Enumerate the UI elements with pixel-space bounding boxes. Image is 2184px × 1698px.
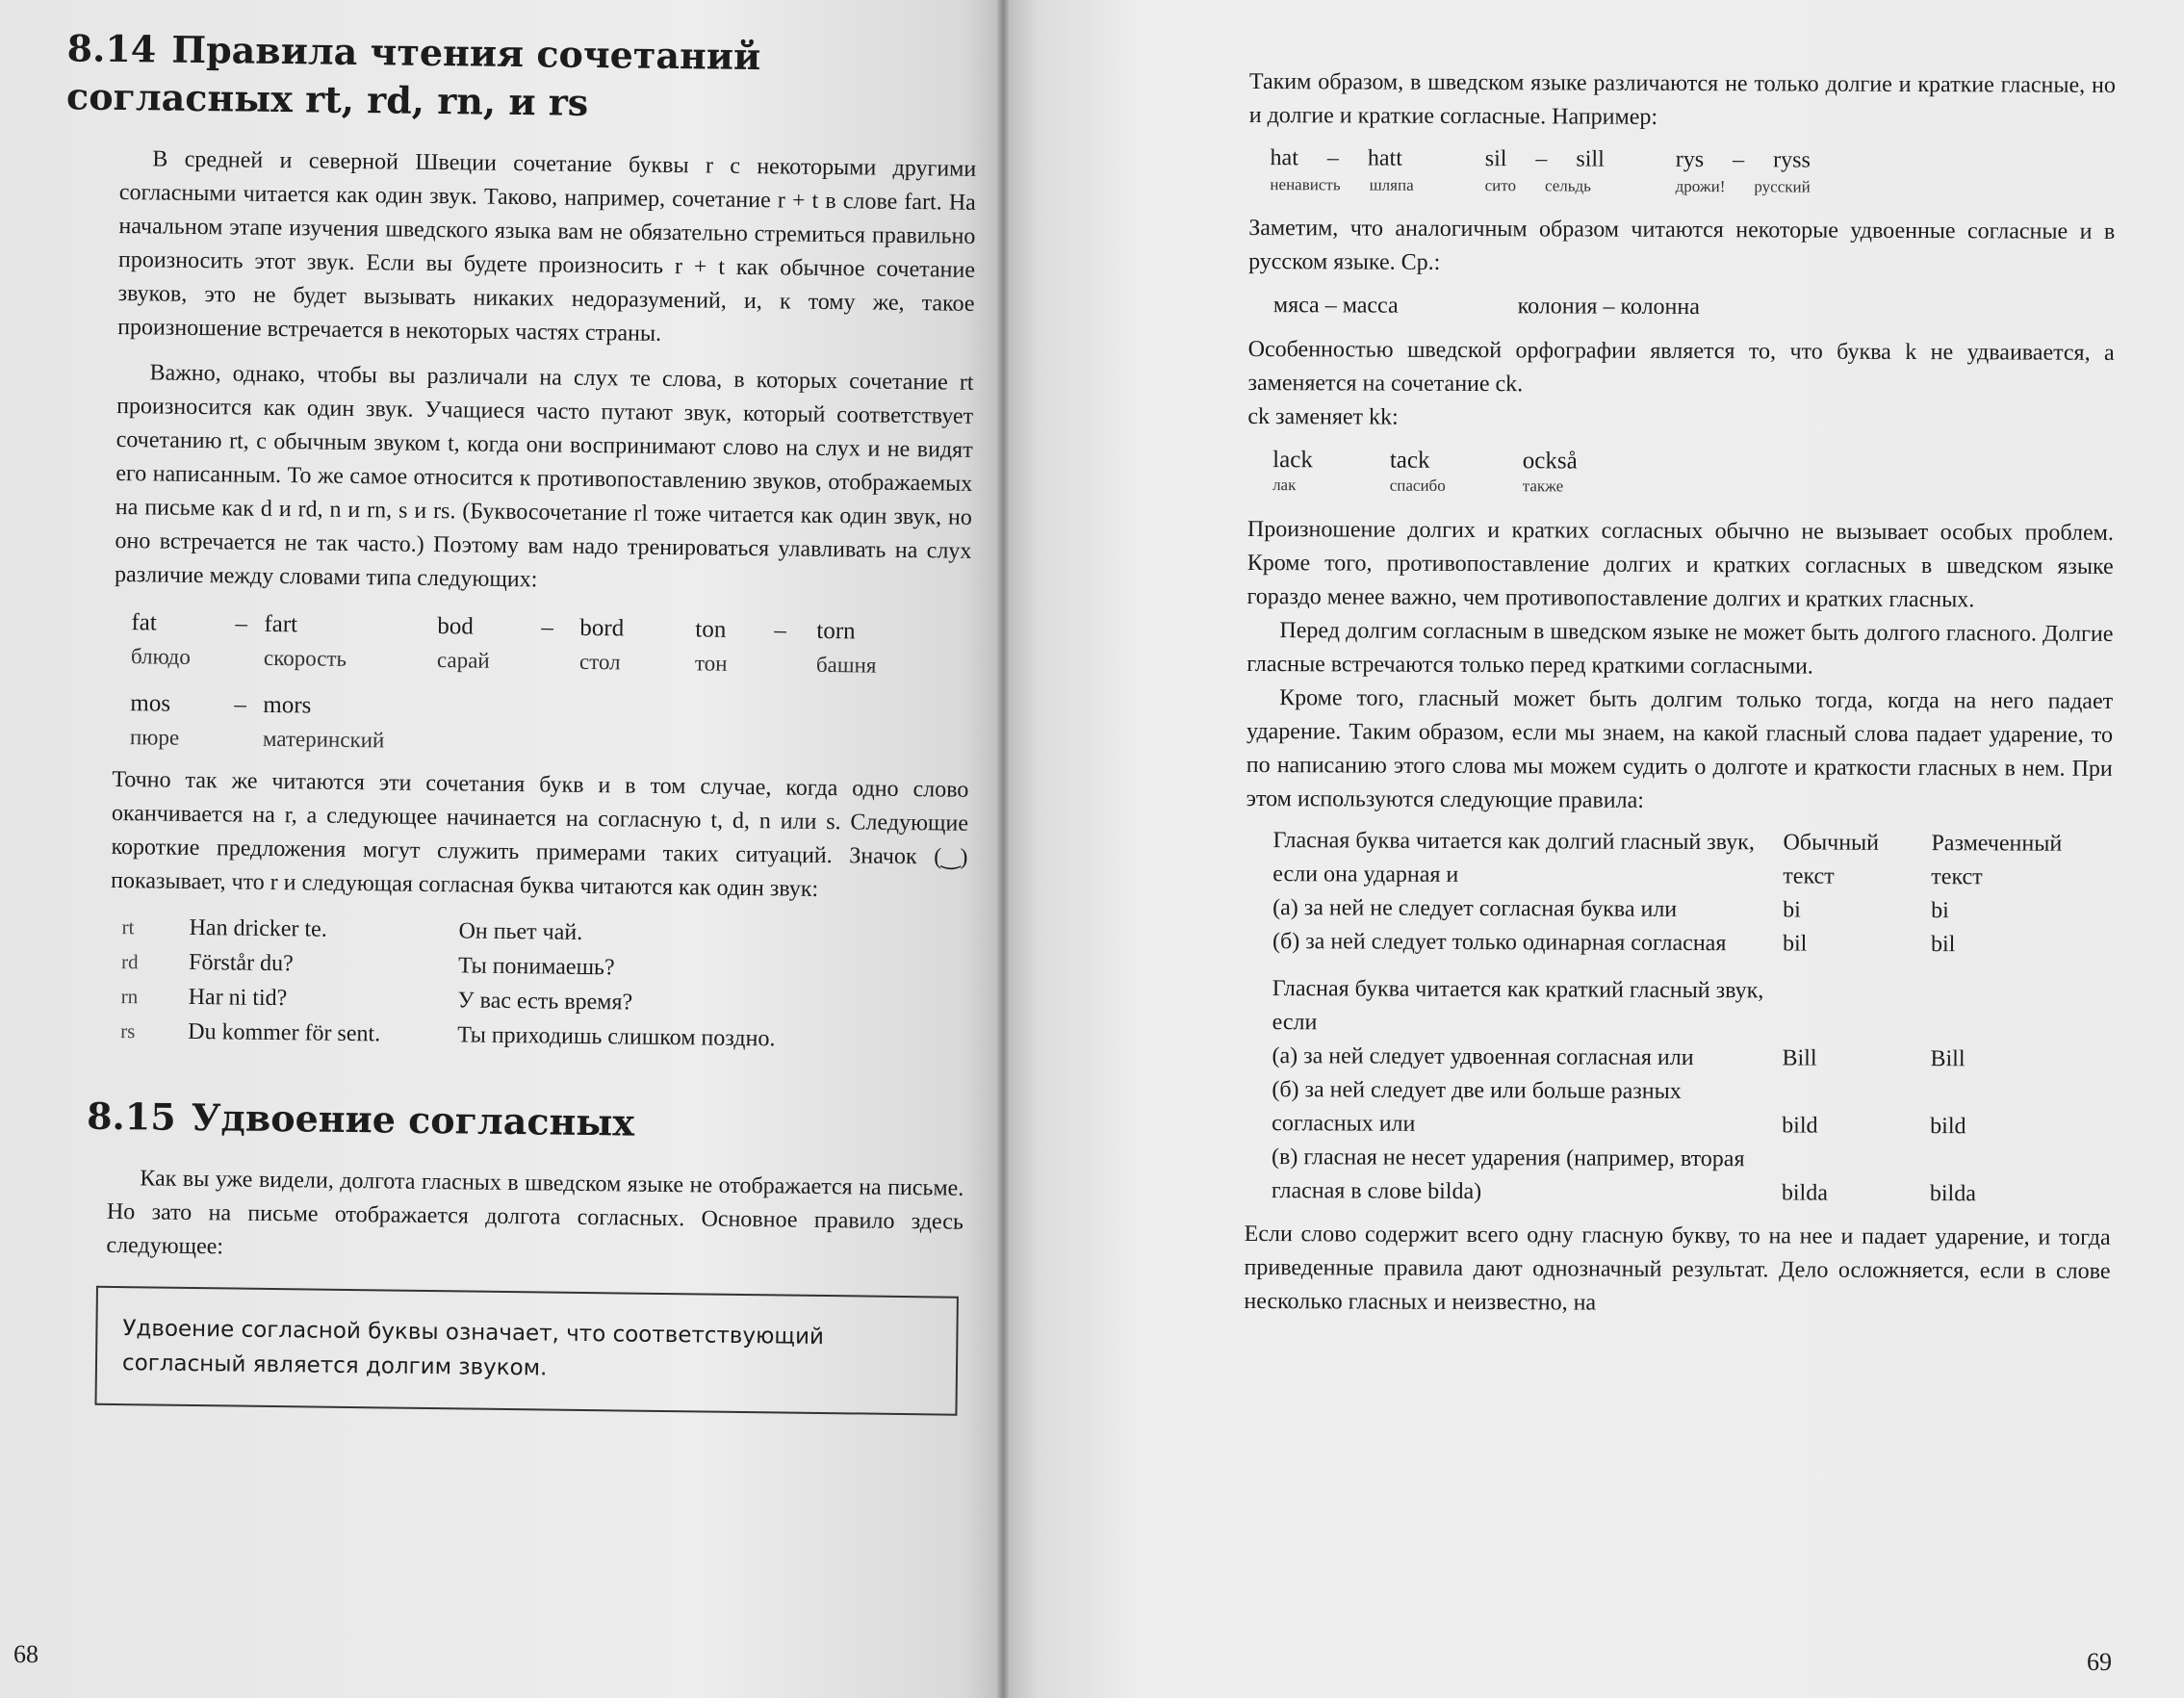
gloss: стол bbox=[578, 649, 621, 675]
paragraph: Точно так же читаются эти сочетания букв и в том случае, когда одно слово оканчивается на r, а следующее начинается на согласную t, d, n или s. Следующие короткие предложения могут служить примерами таких ситуаций. Значок (‿) показывает, что r и следующая согласная буква читаются как один звук: bbox=[110, 766, 969, 902]
rule-box bbox=[94, 1286, 958, 1416]
dash: – bbox=[774, 617, 787, 644]
left-page bbox=[0, 0, 1003, 1698]
gutter-shadow bbox=[997, 0, 1009, 1698]
russian-sentence: Он пьет чай. bbox=[458, 918, 583, 945]
russian-sentence: Ты понимаешь? bbox=[457, 953, 615, 981]
rule-condition: (б) за ней следует только одинарная согласная bbox=[1272, 929, 1727, 957]
gloss: сарай bbox=[436, 648, 490, 673]
word: bord bbox=[579, 614, 625, 642]
gloss: ненависть bbox=[1270, 175, 1341, 194]
word: hat bbox=[1270, 145, 1298, 171]
word: sil bbox=[1484, 146, 1507, 172]
marked-example: Bill bbox=[1930, 1046, 1966, 1072]
swedish-sentence: Har ni tid? bbox=[188, 984, 288, 1012]
word: hatt bbox=[1367, 145, 1402, 171]
word-pair bbox=[1485, 145, 1605, 200]
word: också bbox=[1522, 448, 1578, 475]
gloss: русский bbox=[1754, 177, 1811, 196]
word-pairs-table bbox=[130, 605, 971, 764]
paragraph: Как вы уже видели, долгота гласных в шведском языке не отображается на письме. Но зато на письме отображается долгота согласных. Основное правило здесь следующее: bbox=[106, 1166, 964, 1260]
dash: – bbox=[1535, 146, 1548, 172]
section-number: 8.15 bbox=[86, 1093, 176, 1139]
section-8-15-heading bbox=[87, 1093, 965, 1151]
word: fart bbox=[264, 610, 298, 638]
word: ryss bbox=[1773, 147, 1811, 173]
marked-example: bi bbox=[1931, 898, 1949, 924]
left-column bbox=[65, 25, 977, 1416]
dash: – bbox=[1733, 147, 1745, 173]
word-pair bbox=[1676, 146, 1811, 201]
gloss: пюре bbox=[129, 725, 180, 750]
example-tag: rt bbox=[121, 915, 135, 939]
gloss: сельдь bbox=[1544, 176, 1591, 195]
section-title: Удвоение согласных bbox=[191, 1094, 635, 1145]
example-sentences bbox=[120, 910, 967, 1059]
paragraph: Кроме того, гласный может быть долгим только тогда, когда на него падает ударение. Таким образом, если мы знаем, на какой гласный слова падает ударение, то по написанию этого слова мы можем судить о долготе и краткости гласных в нем. При этом используются следующие правила: bbox=[1246, 685, 2114, 813]
gloss: башня bbox=[815, 652, 877, 678]
vowel-rules-table bbox=[1272, 824, 2113, 1212]
word: rys bbox=[1675, 146, 1705, 173]
gloss: сито bbox=[1484, 176, 1517, 195]
word-pair bbox=[1270, 144, 1413, 199]
marked-example: bil bbox=[1930, 932, 1956, 958]
swedish-sentence: Du kommer för sent. bbox=[188, 1018, 381, 1047]
plain-example: bilda bbox=[1781, 1180, 1828, 1206]
rule-condition: (б) за ней следует две или больше разных согласных или bbox=[1272, 1077, 1682, 1137]
gloss: блюдо bbox=[130, 644, 191, 669]
column-header: Размеченный текст bbox=[1931, 831, 2063, 890]
rule-heading: Гласная буква читается как краткий гласный звук, если bbox=[1272, 976, 1764, 1036]
gloss: дрожи! bbox=[1675, 176, 1726, 196]
word: ton bbox=[695, 616, 727, 643]
section-number: 8.14 bbox=[66, 26, 157, 71]
column-header: Обычный текст bbox=[1783, 830, 1880, 889]
word: torn bbox=[816, 617, 856, 645]
word: tack bbox=[1389, 447, 1430, 474]
plain-example: bil bbox=[1782, 931, 1808, 957]
word: lack bbox=[1272, 447, 1313, 474]
page-number-right: 69 bbox=[2087, 1648, 2112, 1676]
ck-examples bbox=[1272, 448, 2114, 502]
russian-sentence: У вас есть время? bbox=[457, 988, 633, 1016]
swedish-sentence: Förstår du? bbox=[188, 949, 294, 977]
paragraph: Особенностью шведской орфографии является то, что буква k не удваивается, а заменяется на сочетание ck. bbox=[1247, 336, 2115, 398]
right-column bbox=[1244, 65, 2116, 1323]
word: fat bbox=[131, 609, 157, 636]
section-title: Правила чтения сочетаний согласных rt, rd, rn, и rs bbox=[65, 27, 761, 124]
paragraph: В средней и северной Швеции сочетание буквы r с некоторыми другими согласными читается как один звук. Таково, например, сочетание r + t в слове fart. На начальном этапе изучения шведского языка вам не обязательно стремиться правильно произносить этот звук. Если вы будете произносить r + t как обычное сочетание звуков, это не будет вызывать никаких недоразумений, и, к тому же, такое произношение встречается в некоторых частях страны. bbox=[117, 146, 977, 347]
gloss: лак bbox=[1272, 476, 1297, 495]
marked-example: bild bbox=[1930, 1114, 1966, 1140]
russian-pairs bbox=[1273, 289, 2115, 325]
paragraph: Заметим, что аналогичным образом читаются некоторые удвоенные согласные и в русском языке. Ср.: bbox=[1248, 215, 2116, 275]
rule-condition: (а) за ней следует удвоенная согласная или bbox=[1272, 1043, 1694, 1071]
russian-pair: мяса – масса bbox=[1272, 293, 1399, 319]
word: mors bbox=[263, 691, 312, 719]
swedish-sentence: Han dricker te. bbox=[189, 914, 327, 942]
consonant-pairs bbox=[1270, 144, 2115, 202]
paragraph: Если слово содержит всего одну гласную букву, то на нее и падает ударение, и тогда приведенные правила дают однозначный результат. Дело осложняется, если в слове несколько гласных и неизвестно, на bbox=[1244, 1221, 2111, 1316]
russian-pair: колония – колонна bbox=[1517, 294, 1700, 321]
plain-example: bild bbox=[1782, 1113, 1818, 1139]
rule-condition: (в) гласная не несет ударения (например, вторая гласная в слове bilda) bbox=[1271, 1145, 1745, 1205]
rule-text: Удвоение согласной буквы означает, что соответствующий согласный является долгим звуком. bbox=[121, 1316, 825, 1381]
rule-condition: (а) за ней не следует согласная буква или bbox=[1272, 895, 1678, 922]
gloss: тон bbox=[694, 651, 728, 676]
gloss: спасибо bbox=[1389, 476, 1446, 495]
dash: – bbox=[1326, 145, 1339, 171]
gloss: скорость bbox=[263, 645, 347, 671]
example-tag: rd bbox=[120, 950, 139, 974]
word: bod bbox=[437, 613, 475, 640]
plain-example: Bill bbox=[1782, 1045, 1817, 1071]
dash: – bbox=[541, 614, 554, 641]
word: sill bbox=[1576, 146, 1605, 172]
page-number-left: 68 bbox=[13, 1640, 39, 1668]
example-tag: rn bbox=[120, 985, 139, 1009]
gloss: шляпа bbox=[1369, 175, 1414, 194]
gloss: также bbox=[1522, 476, 1564, 496]
marked-example: bilda bbox=[1929, 1181, 1976, 1207]
dash: – bbox=[234, 691, 247, 718]
paragraph: Произношение долгих и кратких согласных обычно не вызывает особых проблем. Кроме того, противопоставление долгих и кратких согласных в шведском языке гораздо менее важно, чем противопоставление долгих и кратких гласных. bbox=[1246, 516, 2114, 613]
section-8-14-heading bbox=[66, 24, 978, 132]
rule-heading: Гласная буква читается как долгий гласный звук, если она ударная и bbox=[1272, 828, 1755, 888]
paragraph: Таким образом, в шведском языке различаются не только долгие и краткие гласные, но и долгие и краткие согласные. Например: bbox=[1248, 68, 2116, 130]
example-tag: rs bbox=[120, 1019, 136, 1043]
paragraph: Перед долгим согласным в шведском языке не может быть долгого гласного. Долгие гласные встречаются только перед краткими согласными. bbox=[1246, 618, 2114, 680]
paragraph: ck заменяет kk: bbox=[1247, 403, 1399, 430]
paragraph: Важно, однако, чтобы вы различали на слух те слова, в которых сочетание rt произносится как один звук. Учащиеся часто путают звук, который соответствует сочетанию rt, с обычным звуком t, когда они воспринимают слово на слух и не видят его написанным. То же самое относится к противопоставлению звуков, отображаемых на письме как d и rd, n и rn, s и rs. (Буквосочетание rl тоже читается как один звук, но оно встречается не так часто.) Поэтому вам надо тренироваться улавливать на слух различие между словами типа следующих: bbox=[114, 360, 974, 593]
word: mos bbox=[130, 690, 171, 717]
gloss: материнский bbox=[262, 726, 385, 753]
russian-sentence: Ты приходишь слишком поздно. bbox=[457, 1022, 776, 1052]
plain-example: bi bbox=[1783, 897, 1801, 923]
dash: – bbox=[235, 610, 248, 637]
